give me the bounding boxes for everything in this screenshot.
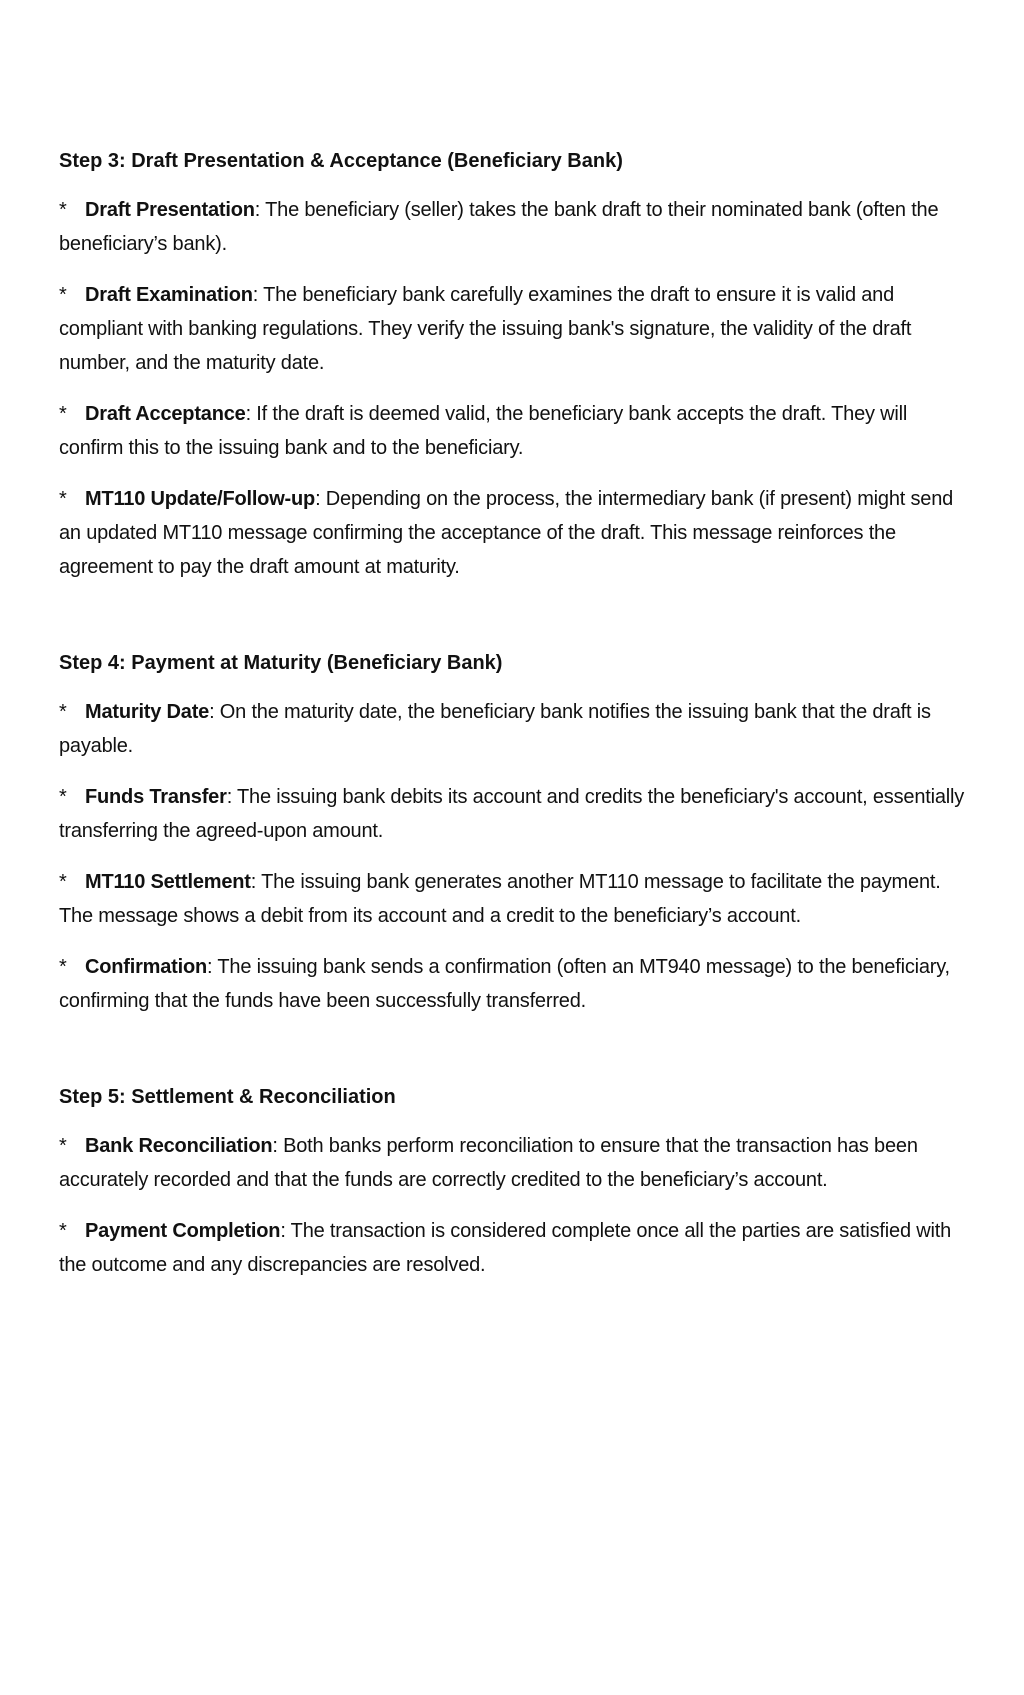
bullet-marker: * (59, 403, 67, 425)
bullet-paragraph (59, 397, 969, 465)
bullet-marker: * (59, 956, 67, 978)
bullet-text: : The issuing bank sends a confirmation (often an MT940 message) to the beneficiary, confirming that the funds have been successfully transferred. (59, 956, 950, 1012)
document-body (59, 146, 969, 1346)
bullet-text: : Both banks perform reconciliation to ensure that the transaction has been accurately recorded and that the funds are correctly credited to the beneficiary’s account. (59, 1135, 918, 1191)
bullet-paragraph (59, 1129, 969, 1197)
bullet-term: MT110 Settlement (85, 871, 251, 893)
bullet-text: : The beneficiary (seller) takes the bank draft to their nominated bank (often the beneficiary’s bank). (59, 199, 939, 255)
bullet-marker: * (59, 284, 67, 306)
bullet-text: : The transaction is considered complete once all the parties are satisfied with the outcome and any discrepancies are resolved. (59, 1220, 951, 1276)
section-step-4 (59, 648, 969, 1018)
bullet-term: Draft Presentation (85, 199, 255, 221)
bullet-term: Draft Examination (85, 284, 253, 306)
bullet-paragraph (59, 278, 969, 380)
section-step-5 (59, 1082, 969, 1282)
bullet-marker: * (59, 871, 67, 893)
bullet-text: : Depending on the process, the intermediary bank (if present) might send an updated MT110 message confirming the acceptance of the draft. This message reinforces the agreement to pay the draft amount at maturity. (59, 488, 954, 578)
bullet-paragraph (59, 193, 969, 261)
bullet-term: Confirmation (85, 956, 208, 978)
bullet-term: Bank Reconciliation (85, 1135, 273, 1157)
section-heading: Step 3: Draft Presentation & Acceptance (Beneficiary Bank) (59, 150, 623, 172)
bullet-term: MT110 Update/Follow-up (85, 488, 316, 510)
bullet-text: : The issuing bank debits its account and credits the beneficiary's account, essentially transferring the agreed-upon amount. (59, 786, 965, 842)
bullet-marker: * (59, 701, 67, 723)
section-heading: Step 5: Settlement & Reconciliation (59, 1086, 396, 1108)
bullet-term: Funds Transfer (85, 786, 227, 808)
bullet-text: : The issuing bank generates another MT110 message to facilitate the payment. The message shows a debit from its account and a credit to the beneficiary’s account. (59, 871, 941, 927)
bullet-paragraph (59, 950, 969, 1018)
bullet-marker: * (59, 1135, 67, 1157)
bullet-term: Maturity Date (85, 701, 210, 723)
bullet-term: Draft Acceptance (85, 403, 246, 425)
bullet-text: : On the maturity date, the beneficiary bank notifies the issuing bank that the draft is payable. (59, 701, 931, 757)
bullet-text: : If the draft is deemed valid, the beneficiary bank accepts the draft. They will confirm this to the issuing bank and to the beneficiary. (59, 403, 908, 459)
section-step-3 (59, 146, 969, 584)
bullet-marker: * (59, 488, 67, 510)
bullet-marker: * (59, 199, 67, 221)
bullet-marker: * (59, 1220, 67, 1242)
bullet-paragraph (59, 1214, 969, 1282)
bullet-term: Payment Completion (85, 1220, 281, 1242)
bullet-paragraph (59, 695, 969, 763)
bullet-marker: * (59, 786, 67, 808)
bullet-text: : The beneficiary bank carefully examines the draft to ensure it is valid and compliant with banking regulations. They verify the issuing bank's signature, the validity of the draft number, and the maturity date. (59, 284, 912, 374)
bullet-paragraph (59, 780, 969, 848)
bullet-paragraph (59, 482, 969, 584)
section-heading: Step 4: Payment at Maturity (Beneficiary Bank) (59, 652, 503, 674)
bullet-paragraph (59, 865, 969, 933)
